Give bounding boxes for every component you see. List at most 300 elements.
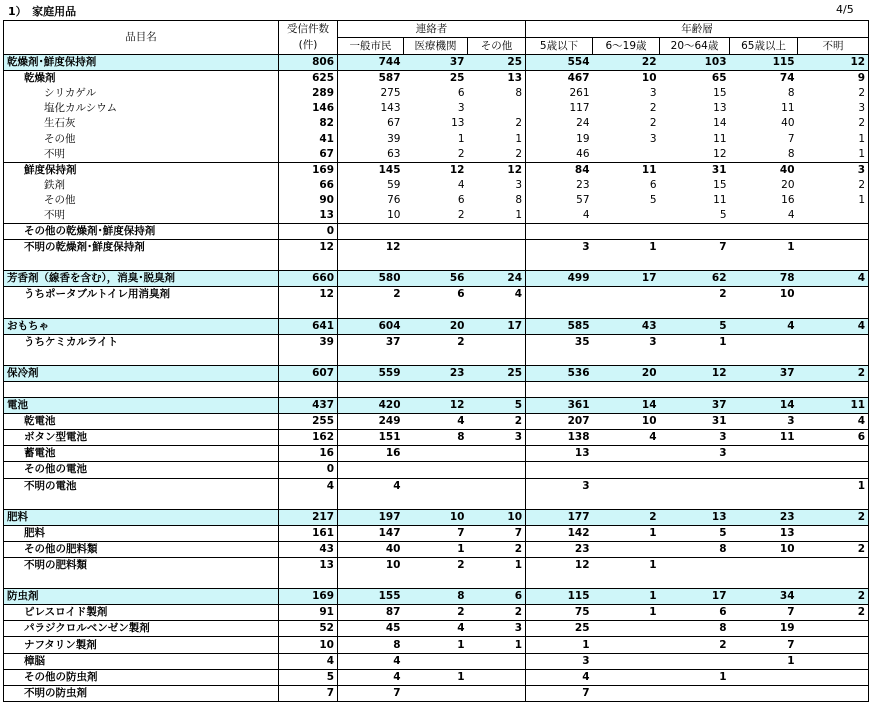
row-value: 57 — [576, 193, 590, 206]
category-row — [4, 365, 869, 381]
row-value: 2 — [798, 86, 869, 101]
spacer-cell — [404, 494, 468, 510]
row-value: 3 — [649, 87, 657, 100]
row-value: 59 — [387, 178, 401, 191]
row-value: 2 — [798, 605, 869, 621]
row-value — [798, 621, 869, 637]
subcategory-row — [4, 334, 869, 350]
category-row — [4, 271, 869, 287]
row-value: 66 — [279, 178, 338, 193]
row-value: 289 — [279, 86, 338, 101]
row-value: 5 — [468, 398, 526, 414]
row-value: 4 — [593, 430, 660, 446]
row-value: 20 — [593, 365, 660, 381]
spacer-cell — [404, 573, 468, 589]
row-label: うちポータブルトイレ用消臭剤 — [4, 287, 279, 303]
row-value: 23 — [526, 541, 593, 557]
col-header: 20～64歳 — [660, 38, 730, 55]
row-label: 肥料 — [4, 525, 279, 541]
row-value: 2 — [798, 589, 869, 605]
spacer-cell — [660, 350, 730, 366]
row-value — [798, 525, 869, 541]
row-value: 10 — [730, 287, 798, 303]
spacer-cell — [4, 381, 279, 397]
spacer-cell — [404, 255, 468, 271]
subcategory-row — [4, 621, 869, 637]
row-value: 74 — [730, 71, 798, 87]
item-row — [4, 101, 869, 116]
spacer-cell — [404, 350, 468, 366]
row-value: 115 — [730, 55, 798, 71]
row-value — [730, 685, 798, 701]
row-value: 35 — [526, 334, 593, 350]
row-value: 5 — [660, 318, 730, 334]
row-label: 樟脳 — [4, 653, 279, 669]
row-value: 3 — [798, 162, 869, 178]
row-value: 1 — [660, 669, 730, 685]
page-title: 1） 家庭用品 — [8, 5, 77, 18]
row-value: 151 — [338, 430, 404, 446]
row-value: 6 — [660, 605, 730, 621]
row-value — [593, 287, 660, 303]
item-row — [4, 178, 869, 193]
spacer-cell — [468, 573, 526, 589]
row-value: 4 — [798, 414, 869, 430]
spacer-cell — [4, 350, 279, 366]
row-value: 24 — [468, 271, 526, 287]
row-value: 249 — [338, 414, 404, 430]
row-value — [593, 621, 660, 637]
row-value: 40 — [730, 162, 798, 178]
row-value — [660, 462, 730, 478]
row-value: 4 — [338, 669, 404, 685]
row-label: その他の肥料類 — [4, 541, 279, 557]
row-value: 4 — [468, 287, 526, 303]
spacer-cell — [468, 255, 526, 271]
row-value: 4 — [526, 669, 593, 685]
row-value: 2 — [660, 637, 730, 653]
row-value: 16 — [279, 446, 338, 462]
row-value: 15 — [713, 87, 727, 100]
row-value: 660 — [279, 271, 338, 287]
subcategory-row — [4, 446, 869, 462]
row-value — [468, 334, 526, 350]
spacer-cell — [660, 573, 730, 589]
row-value: 25 — [468, 55, 526, 71]
row-value: 1 — [404, 637, 468, 653]
row-value: 3 — [526, 653, 593, 669]
row-value: 4 — [404, 621, 468, 637]
row-value: 4 — [404, 414, 468, 430]
page-number: 4/5 — [836, 3, 854, 16]
row-value: 39 — [279, 334, 338, 350]
row-value: 4 — [730, 318, 798, 334]
row-value: 587 — [338, 71, 404, 87]
spacer-cell — [338, 303, 404, 319]
row-value: 7 — [404, 525, 468, 541]
row-value: 2 — [468, 147, 526, 163]
row-value: 23 — [576, 178, 590, 191]
row-value: 17 — [660, 589, 730, 605]
row-value — [798, 208, 869, 224]
row-value: 3 — [468, 621, 526, 637]
row-value: 145 — [338, 162, 404, 178]
spacer-cell — [4, 573, 279, 589]
row-value: 2 — [468, 414, 526, 430]
row-value — [404, 240, 468, 256]
row-value: 12 — [468, 162, 526, 178]
row-label: 乾燥剤･鮮度保持剤 — [4, 55, 279, 71]
subcategory-row — [4, 430, 869, 446]
subcategory-row — [4, 478, 869, 494]
row-value: 1 — [468, 208, 526, 224]
row-value: 13 — [279, 208, 338, 224]
row-value — [468, 462, 526, 478]
col-header: 6～19歳 — [593, 38, 660, 55]
row-value: 1 — [798, 193, 869, 208]
row-value: 62 — [660, 271, 730, 287]
row-value: 12 — [660, 365, 730, 381]
row-value: 12 — [713, 147, 727, 160]
row-value — [798, 240, 869, 256]
row-value: 12 — [404, 398, 468, 414]
row-value: 1 — [798, 147, 869, 163]
row-value: 11 — [713, 193, 727, 206]
row-value: 10 — [404, 509, 468, 525]
row-value: 1 — [593, 558, 660, 574]
row-value: 10 — [338, 558, 404, 574]
subcategory-row — [4, 224, 869, 240]
row-value: 9 — [798, 71, 869, 87]
spacer-row — [4, 303, 869, 319]
row-value: 31 — [660, 162, 730, 178]
row-value: 37 — [404, 55, 468, 71]
spacer-cell — [730, 381, 798, 397]
row-value: 4 — [787, 208, 795, 221]
row-value: 2 — [457, 147, 465, 160]
row-value: 3 — [457, 102, 465, 115]
row-value: 744 — [338, 55, 404, 71]
row-value: 536 — [526, 365, 593, 381]
row-value: 2 — [404, 605, 468, 621]
row-value: 499 — [526, 271, 593, 287]
row-value: 3 — [798, 101, 869, 116]
row-value — [730, 446, 798, 462]
row-value — [660, 224, 730, 240]
col-header: 5歳以下 — [526, 38, 593, 55]
row-value: 37 — [660, 398, 730, 414]
row-value: 155 — [338, 589, 404, 605]
row-value: 255 — [279, 414, 338, 430]
row-value: 2 — [649, 117, 657, 130]
row-value: 169 — [279, 162, 338, 178]
row-value: 12 — [338, 240, 404, 256]
row-value: 0 — [279, 224, 338, 240]
row-value: 13 — [468, 71, 526, 87]
row-value — [730, 558, 798, 574]
row-value: 420 — [338, 398, 404, 414]
row-label: 不明 — [4, 208, 279, 224]
row-value: 56 — [404, 271, 468, 287]
row-value: 2 — [798, 116, 869, 131]
row-value — [468, 224, 526, 240]
row-value: 10 — [387, 208, 401, 221]
row-value: 45 — [338, 621, 404, 637]
spacer-cell — [730, 255, 798, 271]
row-value: 14 — [730, 398, 798, 414]
row-value: 8 — [468, 86, 526, 101]
spacer-cell — [660, 494, 730, 510]
row-label: その他の防虫剤 — [4, 669, 279, 685]
row-value: 4 — [279, 478, 338, 494]
row-value: 90 — [279, 193, 338, 208]
row-label: 乾燥剤 — [4, 71, 279, 87]
row-value: 2 — [649, 102, 657, 115]
col-header-item: 品目名 — [4, 21, 279, 55]
row-value: 806 — [279, 55, 338, 71]
row-value: 5 — [719, 208, 727, 221]
row-value: 7 — [730, 637, 798, 653]
row-value: 8 — [338, 637, 404, 653]
row-value: 12 — [279, 240, 338, 256]
row-label: その他の電池 — [4, 462, 279, 478]
row-value: 1 — [468, 558, 526, 574]
row-value: 3 — [526, 478, 593, 494]
row-label: ピレスロイド製剤 — [4, 605, 279, 621]
row-value — [798, 653, 869, 669]
row-value: 37 — [338, 334, 404, 350]
row-value: 1 — [468, 637, 526, 653]
subcategory-row — [4, 71, 869, 87]
row-value — [404, 653, 468, 669]
spacer-cell — [4, 494, 279, 510]
category-row — [4, 589, 869, 605]
row-value: 87 — [338, 605, 404, 621]
row-value: 52 — [279, 621, 338, 637]
row-value: 8 — [404, 589, 468, 605]
row-value: 13 — [713, 102, 727, 115]
row-value: 16 — [338, 446, 404, 462]
spacer-cell — [338, 381, 404, 397]
row-value: 14 — [593, 398, 660, 414]
row-value: 604 — [338, 318, 404, 334]
row-value: 20 — [781, 178, 795, 191]
row-value: 142 — [526, 525, 593, 541]
row-value: 63 — [387, 147, 401, 160]
spacer-cell — [730, 303, 798, 319]
row-value: 34 — [730, 589, 798, 605]
row-label: 不明の電池 — [4, 478, 279, 494]
row-value — [404, 446, 468, 462]
spacer-cell — [526, 255, 593, 271]
row-label: 鮮度保持剤 — [4, 162, 279, 178]
row-value — [593, 478, 660, 494]
spacer-cell — [468, 350, 526, 366]
row-value — [798, 287, 869, 303]
row-value: 12 — [798, 55, 869, 71]
row-value: 6 — [457, 193, 465, 206]
row-label: ボタン型電池 — [4, 430, 279, 446]
row-value — [468, 478, 526, 494]
row-value: 22 — [593, 55, 660, 71]
spacer-cell — [798, 303, 869, 319]
spacer-cell — [798, 494, 869, 510]
row-value: 25 — [468, 365, 526, 381]
row-value: 2 — [660, 287, 730, 303]
row-value: 3 — [468, 178, 526, 193]
row-value: 197 — [338, 509, 404, 525]
row-value: 467 — [526, 71, 593, 87]
row-value: 25 — [526, 621, 593, 637]
spacer-cell — [660, 303, 730, 319]
row-value: 1 — [798, 131, 869, 146]
row-value: 4 — [798, 271, 869, 287]
row-value: 607 — [279, 365, 338, 381]
spacer-cell — [526, 381, 593, 397]
subcategory-row — [4, 462, 869, 478]
subcategory-row — [4, 685, 869, 701]
col-header-count: 受信件数 — [279, 21, 338, 38]
spacer-cell — [730, 573, 798, 589]
row-value: 162 — [279, 430, 338, 446]
col-header: 医療機関 — [404, 38, 468, 55]
row-value — [593, 446, 660, 462]
row-value: 4 — [279, 653, 338, 669]
row-value: 8 — [660, 541, 730, 557]
row-value — [798, 685, 869, 701]
row-value — [593, 208, 660, 224]
row-value: 6 — [404, 287, 468, 303]
row-value — [593, 147, 660, 163]
row-value: 4 — [798, 318, 869, 334]
row-value — [798, 669, 869, 685]
row-label: 不明の乾燥剤･鮮度保持剤 — [4, 240, 279, 256]
spacer-cell — [730, 350, 798, 366]
row-value: 78 — [730, 271, 798, 287]
row-value: 1 — [798, 478, 869, 494]
row-value: 117 — [569, 102, 590, 115]
row-value — [660, 558, 730, 574]
row-value: 217 — [279, 509, 338, 525]
spacer-cell — [404, 381, 468, 397]
row-value: 10 — [730, 541, 798, 557]
row-value: 2 — [798, 365, 869, 381]
row-value: 8 — [787, 87, 795, 100]
table-body — [4, 55, 869, 702]
row-value: 207 — [526, 414, 593, 430]
row-value — [593, 685, 660, 701]
row-value: 585 — [526, 318, 593, 334]
header-row-1 — [4, 21, 869, 38]
row-value: 11 — [713, 132, 727, 145]
row-value — [730, 462, 798, 478]
row-value: 82 — [279, 116, 338, 131]
row-value: 3 — [660, 446, 730, 462]
spacer-cell — [526, 303, 593, 319]
row-value: 2 — [798, 541, 869, 557]
row-value: 2 — [338, 287, 404, 303]
row-value: 19 — [576, 132, 590, 145]
row-value: 7 — [468, 525, 526, 541]
row-value: 554 — [526, 55, 593, 71]
category-row — [4, 55, 869, 71]
row-value: 11 — [593, 162, 660, 178]
subcategory-row — [4, 162, 869, 178]
row-label: その他の乾燥剤･鮮度保持剤 — [4, 224, 279, 240]
row-value: 17 — [593, 271, 660, 287]
item-row — [4, 86, 869, 101]
row-label: 不明の防虫剤 — [4, 685, 279, 701]
row-value: 13 — [451, 117, 465, 130]
item-row — [4, 131, 869, 146]
row-value: 1 — [404, 669, 468, 685]
subcategory-row — [4, 287, 869, 303]
col-group-contact: 連絡者 — [338, 21, 526, 38]
row-value: 6 — [798, 430, 869, 446]
spacer-cell — [279, 573, 338, 589]
row-value: 4 — [338, 653, 404, 669]
item-row — [4, 147, 869, 163]
row-value: 146 — [279, 101, 338, 116]
row-label: パラジクロルベンゼン製剤 — [4, 621, 279, 637]
row-value: 437 — [279, 398, 338, 414]
spacer-cell — [526, 573, 593, 589]
spacer-cell — [279, 381, 338, 397]
row-value — [338, 224, 404, 240]
spacer-row — [4, 494, 869, 510]
row-value — [468, 653, 526, 669]
spacer-cell — [593, 573, 660, 589]
spacer-cell — [593, 494, 660, 510]
row-value: 3 — [730, 414, 798, 430]
row-value: 641 — [279, 318, 338, 334]
spacer-cell — [593, 350, 660, 366]
spacer-cell — [279, 255, 338, 271]
row-value — [593, 462, 660, 478]
row-value — [730, 224, 798, 240]
spacer-row — [4, 381, 869, 397]
row-value: 2 — [468, 116, 526, 131]
row-value: 1 — [593, 605, 660, 621]
row-value — [593, 541, 660, 557]
row-label: 肥料 — [4, 509, 279, 525]
row-value: 5 — [649, 193, 657, 206]
row-value: 2 — [404, 558, 468, 574]
spacer-cell — [279, 350, 338, 366]
row-label: 乾電池 — [4, 414, 279, 430]
row-value — [338, 462, 404, 478]
row-value: 3 — [649, 132, 657, 145]
row-value: 275 — [380, 87, 401, 100]
row-value: 11 — [730, 430, 798, 446]
row-value: 1 — [457, 132, 465, 145]
spacer-row — [4, 255, 869, 271]
row-value: 4 — [457, 178, 465, 191]
row-value: 1 — [526, 637, 593, 653]
row-value: 91 — [279, 605, 338, 621]
row-value — [660, 478, 730, 494]
spacer-cell — [468, 494, 526, 510]
row-value: 0 — [279, 462, 338, 478]
row-value: 6 — [649, 178, 657, 191]
subcategory-row — [4, 240, 869, 256]
row-value: 39 — [387, 132, 401, 145]
row-value: 16 — [781, 193, 795, 206]
row-value: 41 — [279, 131, 338, 146]
row-value: 7 — [279, 685, 338, 701]
row-value — [798, 558, 869, 574]
subcategory-row — [4, 653, 869, 669]
